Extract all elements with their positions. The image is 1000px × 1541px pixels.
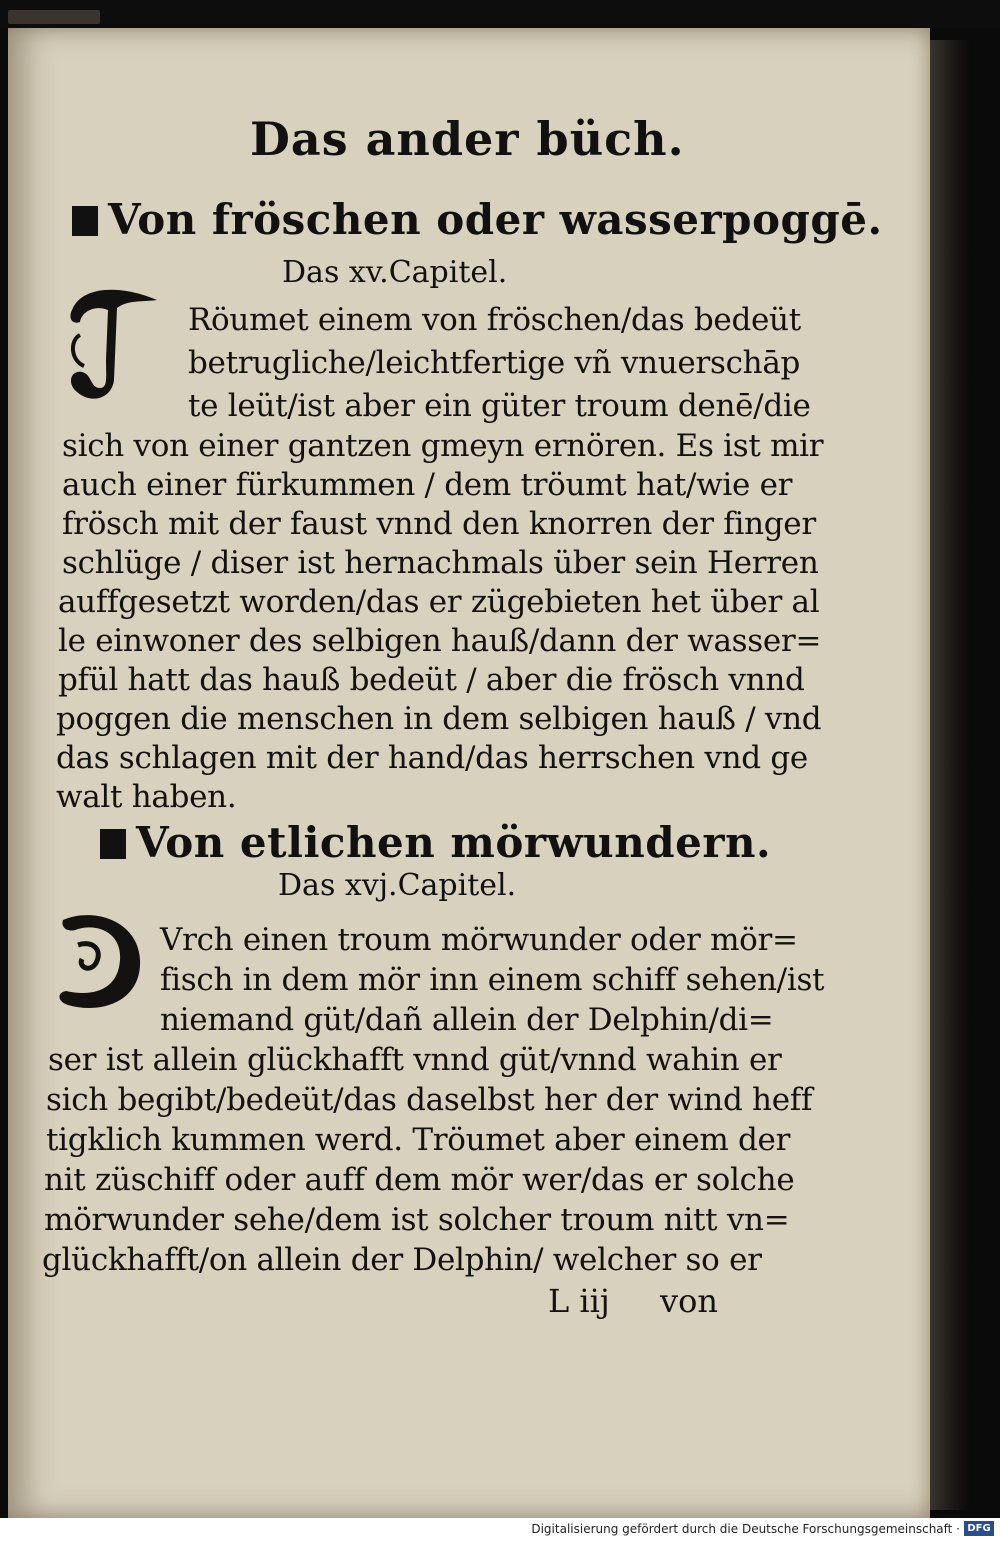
decorated-initial-d [48, 905, 148, 1017]
text-line: Vrch einen troum mörwunder oder mör= [160, 922, 798, 958]
text-line: poggen die menschen in dem selbigen hauß / vnd [56, 701, 822, 737]
text-line: sich begibt/bedeüt/das daselbst her der wind heff [46, 1082, 813, 1118]
section1-heading-text: Von fröschen oder wasserpoggē. [108, 195, 883, 244]
scan-border [0, 0, 1000, 28]
scan-color-tab [8, 10, 100, 24]
text-line: das schlagen mit der hand/das herrschen vnd ge [56, 740, 808, 776]
text-line: auffgesetzt worden/das er zügebieten het über al [58, 584, 820, 620]
section2-heading-text: Von etlichen mörwundern. [136, 818, 772, 867]
signature-mark: L iij [548, 1282, 610, 1320]
catchword: von [660, 1282, 718, 1320]
text-line: niemand güt/dañ allein der Delphin/di= [160, 1002, 774, 1038]
text-line: mörwunder sehe/dem ist solcher troum nitt vn= [44, 1202, 790, 1238]
paragraph-mark-icon [100, 829, 126, 859]
section1-subheading: Das xv.Capitel. [282, 255, 508, 290]
section1-heading [72, 195, 883, 244]
text-line: ser ist allein glückhafft vnnd güt/vnnd wahin er [48, 1042, 782, 1078]
paragraph-mark-icon [72, 206, 98, 236]
text-line: walt haben. [56, 779, 237, 815]
text-line: glückhafft/on allein der Delphin/ welcher so er [42, 1242, 762, 1278]
running-head: Das ander büch. [250, 112, 685, 166]
page-edge [930, 40, 970, 1510]
text-line: Röumet einem von fröschen/das bedeüt [188, 302, 801, 338]
text-line: nit züschiff oder auff dem mör wer/das er solche [44, 1162, 795, 1198]
text-line: frösch mit der faust vnnd den knorren der finger [62, 506, 816, 542]
text-line: schlüge / diser ist hernachmals über sein Herren [62, 545, 819, 581]
dfg-logo: DFG [964, 1521, 994, 1536]
section2-heading [100, 818, 771, 867]
section2-subheading: Das xvj.Capitel. [278, 868, 517, 903]
text-line: te leüt/ist aber ein güter troum denē/die [188, 388, 811, 424]
text-line: sich von einer gantzen gmeyn ernören. Es ist mir [62, 428, 824, 464]
decorated-initial-t [62, 280, 167, 408]
text-line: betrugliche/leichtfertige vñ vnuerschāp [188, 345, 801, 381]
text-line: le einwoner des selbigen hauß/dann der wasser= [58, 623, 822, 659]
text-line: fisch in dem mör inn einem schiff sehen/ist [160, 962, 825, 998]
footer-bar [0, 1518, 1000, 1541]
text-line: auch einer fürkummen / dem tröumt hat/wie er [62, 467, 793, 503]
text-line: tigklich kummen werd. Tröumet aber einem der [46, 1122, 791, 1158]
funding-credit: Digitalisierung gefördert durch die Deutsche Forschungsgemeinschaft · [531, 1522, 960, 1536]
text-line: pfül hatt das hauß bedeüt / aber die frösch vnnd [58, 662, 805, 698]
